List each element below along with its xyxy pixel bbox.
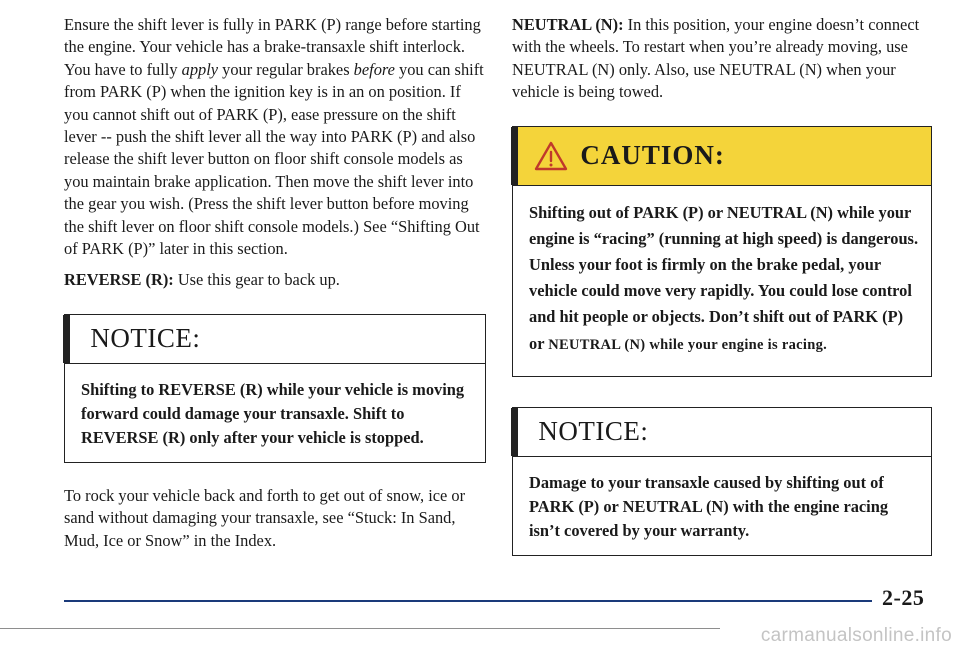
notice-box-warranty	[512, 407, 932, 556]
neutral-paragraph	[512, 14, 932, 104]
park-text-3: you can shift from PARK (P) when the ignition key is in an on position. If you cannot shift out of PARK (P), ease pressure on the shift lever -- push the shift lever all the way into PARK (P) and also release the shift lever button on floor shift console models as you maintain brake application. Then move the shift lever into the gear you wish. (Press the shift lever button before moving the shift lever on floor shift console models.) See “Shifting Out of PARK (P)” later in this section.	[64, 59, 484, 259]
page-number: 2-25	[882, 585, 925, 610]
neutral-text: In this position, your engine doesn’t connect with the wheels. To restart when you’re already moving, use NEUTRAL (N) only. Also, use NEUTRAL (N) when your vehicle is being towed.	[512, 15, 920, 102]
notice-body: Shifting to REVERSE (R) while your vehicle is moving forward could damage your transaxle. Shift to REVERSE (R) only after your vehicle is stopped.	[65, 363, 485, 462]
notice-title-warranty: NOTICE:	[511, 408, 931, 456]
park-text-1: Ensure the shift lever is fully in PARK (P) range before starting the engine. Your vehicle has a brake-transaxle shift interlock. You have to fully	[64, 15, 481, 79]
caution-text-small: NEUTRAL (N) while your engine is racing.	[548, 336, 828, 353]
reverse-paragraph	[64, 269, 486, 291]
park-text-2: your regular brakes	[218, 59, 354, 79]
reverse-text: Use this gear to back up.	[173, 270, 340, 290]
rock-paragraph: To rock your vehicle back and forth to get out of snow, ice or sand without damaging your transaxle, see “Stuck: In Sand, Mud, Ice or Snow” in the Index.	[64, 485, 466, 550]
reverse-label: REVERSE (R):	[64, 270, 174, 290]
watermark: carmanualsonline.info	[760, 625, 952, 646]
caution-text: Shifting out of PARK (P) or NEUTRAL (N) while your engine is “racing” (running at high speed) is dangerous. Unless your foot is firmly on the brake pedal, your vehicle could move very rapidly. You could lose control and hit people or objects. Don’t shift out of PARK (P) or	[529, 202, 919, 353]
neutral-label: NEUTRAL (N):	[512, 15, 624, 34]
caution-body	[513, 185, 931, 376]
caution-box	[512, 126, 932, 377]
left-column	[64, 14, 486, 552]
warning-triangle-icon	[534, 141, 568, 171]
notice-body-warranty: Damage to your transaxle caused by shifting out of PARK (P) or NEUTRAL (N) with the engine racing isn’t covered by your warranty.	[513, 456, 931, 555]
park-emphasis-apply: apply	[181, 59, 219, 79]
park-paragraph	[64, 14, 486, 260]
notice-box-reverse	[64, 314, 486, 463]
notice-title: NOTICE:	[63, 315, 485, 363]
caution-title: CAUTION:	[580, 140, 725, 171]
right-column	[512, 14, 932, 556]
caution-header	[511, 127, 931, 185]
footer-thin-rule	[0, 628, 720, 629]
footer-rule	[64, 600, 872, 602]
park-emphasis-before: before	[353, 59, 395, 79]
